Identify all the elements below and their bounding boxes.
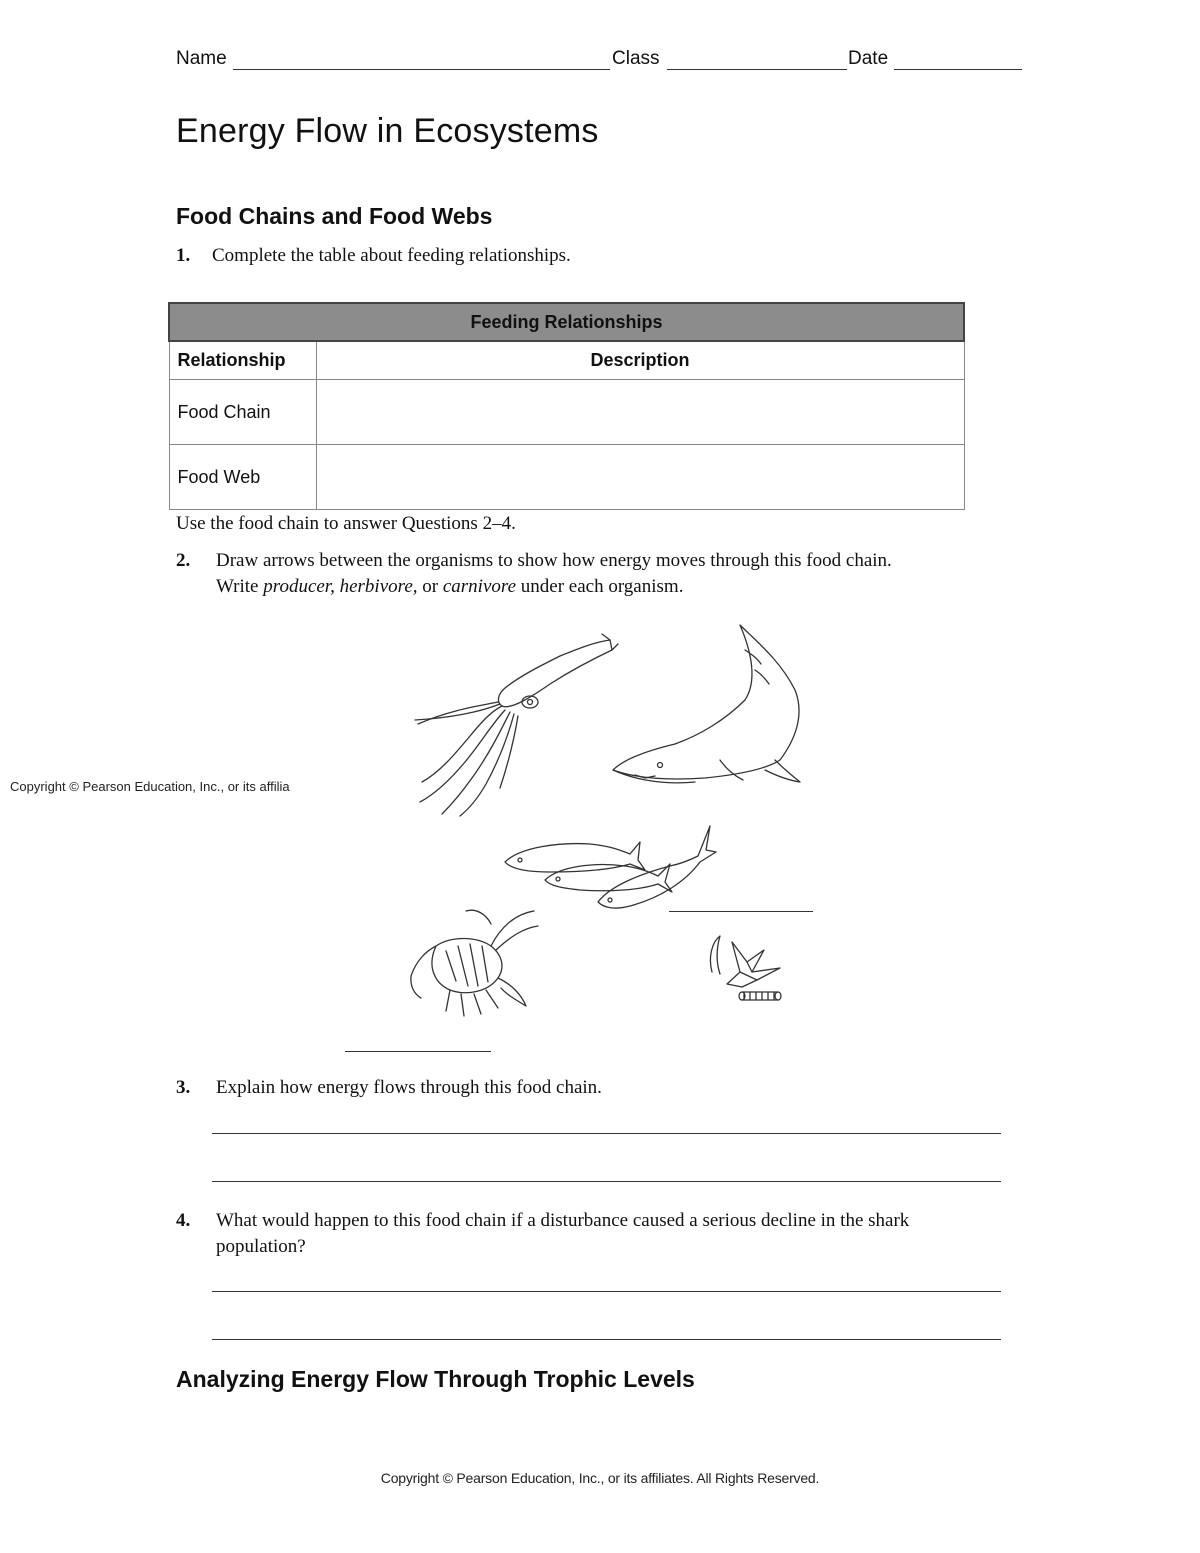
- answer-line[interactable]: [212, 1133, 1001, 1134]
- question-text-line-1: Draw arrows between the organisms to show how energy moves through this food chain.: [216, 550, 892, 571]
- question-text: Complete the table about feeding relationships.: [212, 245, 571, 266]
- answer-line[interactable]: [212, 1181, 1001, 1182]
- shrimp-illustration: [406, 906, 541, 1021]
- question-number: 3.: [176, 1077, 191, 1098]
- class-label: Class: [612, 48, 660, 69]
- column-header-relationship: Relationship: [169, 341, 316, 380]
- organism-label-blank-plankton[interactable]: [669, 911, 813, 912]
- squid-illustration: [410, 632, 620, 822]
- table-row: [169, 445, 964, 510]
- name-label: Name: [176, 48, 227, 69]
- fish-school-illustration: [500, 822, 720, 914]
- answer-line[interactable]: [212, 1291, 1001, 1292]
- shark-illustration: [605, 620, 810, 790]
- instruction-text: Use the food chain to answer Questions 2–4.: [176, 513, 516, 534]
- description-cell-food-chain[interactable]: [316, 380, 964, 445]
- date-label: Date: [848, 48, 889, 69]
- text-herbivore: herbivore,: [339, 576, 418, 597]
- date-blank[interactable]: [894, 69, 1022, 70]
- name-blank[interactable]: [233, 69, 610, 70]
- question-4: [176, 1208, 1006, 1262]
- question-text-line-2: [216, 574, 683, 600]
- page-title: Energy Flow in Ecosystems: [176, 112, 599, 150]
- relationship-cell: Food Web: [169, 445, 316, 510]
- text-write: Write: [216, 576, 259, 597]
- header-fields: [176, 48, 1026, 74]
- question-text: Explain how energy flows through this food chain.: [216, 1077, 602, 1098]
- relationship-cell: Food Chain: [169, 380, 316, 445]
- text-or: or: [422, 576, 439, 597]
- question-text-line-2: population?: [216, 1236, 306, 1257]
- feeding-relationships-table: [168, 302, 965, 510]
- question-number: 4.: [176, 1210, 191, 1231]
- organism-label-blank-shrimp[interactable]: [345, 1051, 491, 1052]
- question-number: 1.: [176, 245, 191, 266]
- class-blank[interactable]: [667, 69, 847, 70]
- footer-copyright: Copyright © Pearson Education, Inc., or its affiliates. All Rights Reserved.: [380, 1470, 820, 1486]
- plankton-illustration: [702, 932, 787, 1004]
- side-copyright: Copyright © Pearson Education, Inc., or its affilia: [10, 779, 290, 794]
- text-producer: producer,: [263, 576, 335, 597]
- section-heading-food-chains: Food Chains and Food Webs: [176, 203, 493, 229]
- question-number: 2.: [176, 550, 191, 571]
- question-2: [176, 548, 1006, 602]
- question-text-line-1: What would happen to this food chain if a disturbance caused a serious decline in the shark: [216, 1210, 910, 1231]
- text-tail: under each organism.: [520, 576, 684, 597]
- table-row: [169, 380, 964, 445]
- table-caption: Feeding Relationships: [169, 303, 964, 341]
- text-carnivore: carnivore: [442, 576, 517, 597]
- column-header-description: Description: [316, 341, 964, 380]
- description-cell-food-web[interactable]: [316, 445, 964, 510]
- section-heading-trophic-levels: Analyzing Energy Flow Through Trophic Levels: [176, 1366, 695, 1392]
- answer-line[interactable]: [212, 1339, 1001, 1340]
